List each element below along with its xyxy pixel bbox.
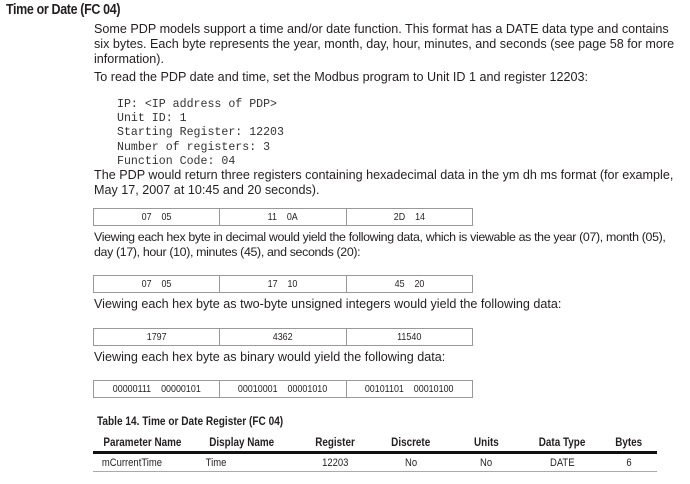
cell-display-name: Time xyxy=(200,453,297,472)
decimal-bytes-table xyxy=(93,275,473,293)
hex-cell: 11 0A xyxy=(220,209,346,225)
unsigned-description-paragraph: Viewing each hex byte as two-byte unsigned integers would yield the following data: xyxy=(94,297,562,311)
code-line-number-of-registers: Number of registers: 3 xyxy=(117,140,271,154)
intro-paragraph: Some PDP models support a time and/or date function. This format has a DATE data type and contains six bytes. Each byte represents the year, month, day, hour, minutes, and seconds (see page 58 for more information). xyxy=(94,22,675,66)
binary-bytes-table xyxy=(93,380,473,398)
hex-bytes-table xyxy=(93,208,473,226)
read-instructions-paragraph: To read the PDP date and time, set the Modbus program to Unit ID 1 and register 12203: xyxy=(94,70,589,84)
header-register: Register xyxy=(297,434,373,453)
header-parameter-name: Parameter Name xyxy=(93,434,200,453)
code-line-unit-id: Unit ID: 1 xyxy=(117,112,187,126)
section-heading: Time or Date (FC 04) xyxy=(6,2,121,18)
header-data-type: Data Type xyxy=(524,434,601,453)
decimal-description-paragraph: Viewing each hex byte in decimal would yield the following data, which is viewable as the year (07), month (05), day (17), hour (10), minutes (45), and seconds (20): xyxy=(94,230,666,259)
table-row xyxy=(93,453,657,472)
decimal-cell: 07 05 xyxy=(94,276,220,292)
binary-cell: 00010001 00001010 xyxy=(220,381,346,397)
table-header-row xyxy=(93,434,657,453)
binary-cell: 00101101 00010100 xyxy=(364,383,454,395)
unsigned-integers-table xyxy=(93,328,473,346)
unsigned-cell: 1797 xyxy=(94,329,220,345)
cell-bytes: 6 xyxy=(600,453,657,472)
header-units: Units xyxy=(449,434,524,453)
header-discrete: Discrete xyxy=(373,434,449,453)
cell-data-type: DATE xyxy=(524,453,601,472)
code-line-function-code: Function Code: 04 xyxy=(117,154,236,168)
unsigned-cell: 11540 xyxy=(397,331,422,343)
binary-description-paragraph: Viewing each hex byte as binary would yield the following data: xyxy=(94,350,446,364)
register-table xyxy=(93,434,657,472)
header-display-name: Display Name xyxy=(200,434,297,453)
cell-units: No xyxy=(449,453,524,472)
cell-register: 12203 xyxy=(297,453,373,472)
cell-discrete: No xyxy=(373,453,449,472)
hex-cell: 07 05 xyxy=(94,209,220,225)
decimal-cell: 45 20 xyxy=(394,278,425,290)
header-bytes: Bytes xyxy=(600,434,657,453)
hex-cell: 2D 14 xyxy=(393,211,425,223)
binary-cell: 00000111 00000101 xyxy=(94,381,220,397)
table-caption: Table 14. Time or Date Register (FC 04) xyxy=(97,414,284,428)
decimal-cell: 17 10 xyxy=(220,276,346,292)
modbus-settings-code-block xyxy=(117,98,284,169)
return-description-paragraph: The PDP would return three registers containing hexadecimal data in the ym dh ms format (for example, May 17, 2007 at 10:45 and 20 seconds). xyxy=(94,168,674,197)
cell-parameter-name: mCurrentTime xyxy=(93,453,200,472)
unsigned-cell: 4362 xyxy=(220,329,346,345)
code-line-ip: IP: <IP address of PDP> xyxy=(117,98,278,111)
code-line-starting-register: Starting Register: 12203 xyxy=(117,126,284,140)
